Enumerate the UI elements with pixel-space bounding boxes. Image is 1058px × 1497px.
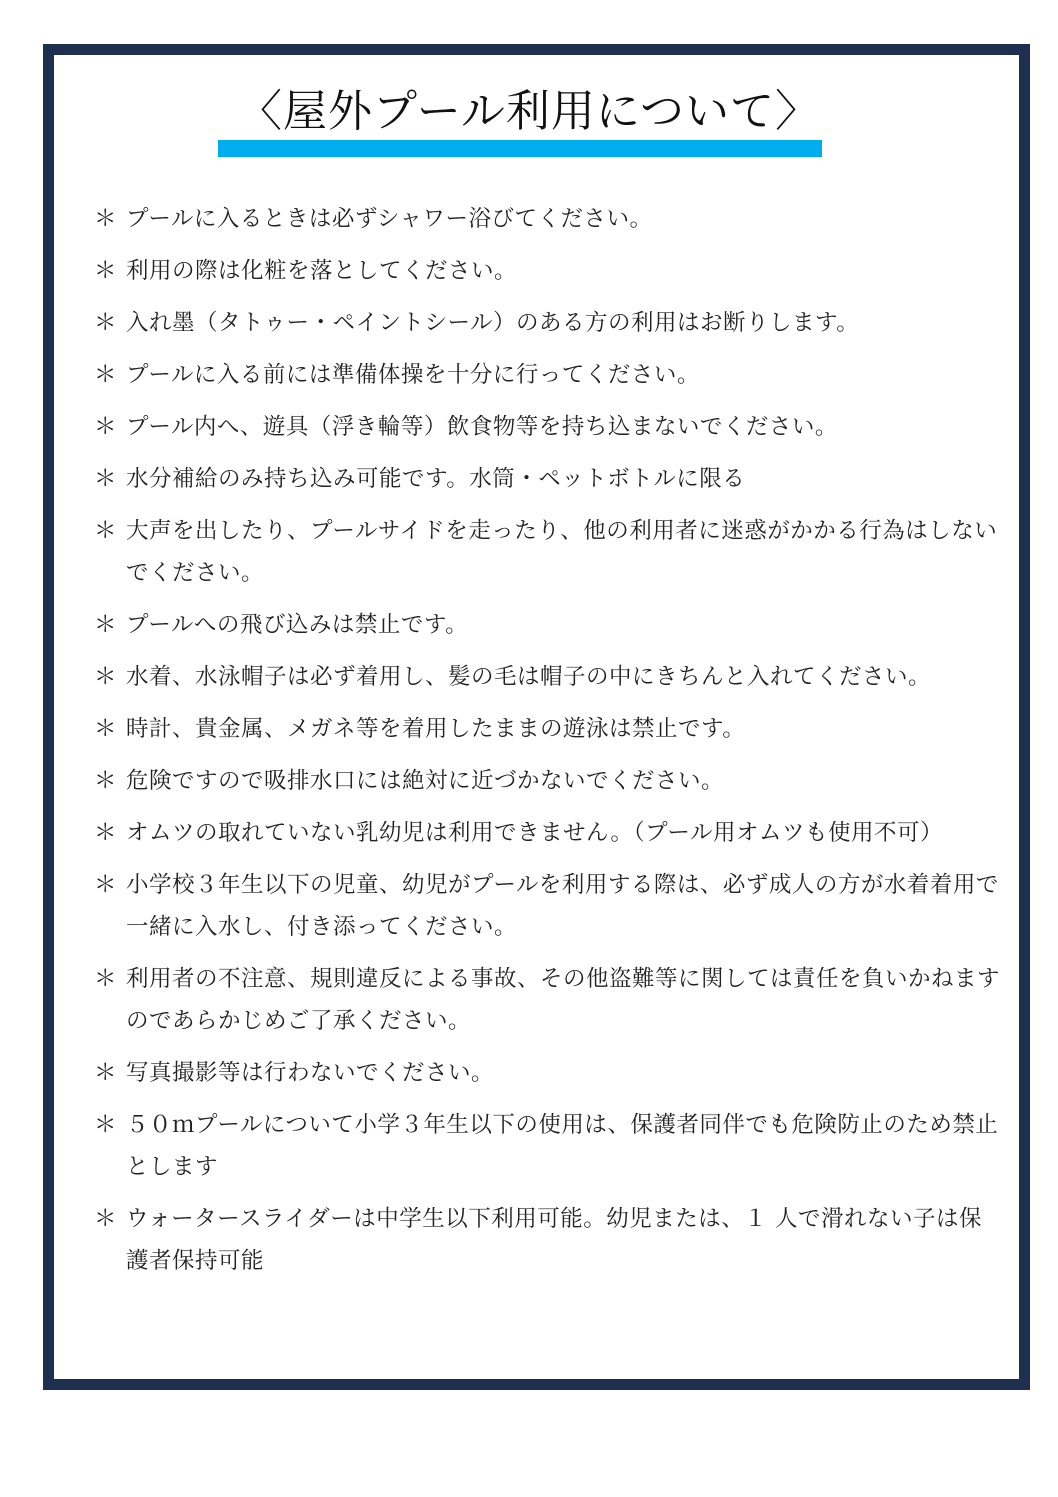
bullet-mark: ＊	[94, 768, 118, 794]
list-item	[90, 1198, 1002, 1282]
list-item	[90, 354, 1002, 396]
rule-text: 時計、貴金属、メガネ等を着用したままの遊泳は禁止です。	[126, 716, 746, 742]
list-item	[90, 302, 1002, 344]
rule-text: プールに入るときは必ずシャワー浴びてください。	[126, 206, 653, 232]
list-item	[90, 510, 1002, 594]
bullet-mark: ＊	[94, 966, 118, 992]
list-item	[90, 1052, 1002, 1094]
rule-text: プール内へ、遊具（浮き輪等）飲食物等を持ち込まないでください。	[126, 414, 838, 440]
list-item	[90, 864, 1002, 948]
rule-text: 入れ墨（タトゥー・ペイントシール）のある方の利用はお断りします。	[126, 310, 860, 336]
bullet-mark: ＊	[94, 258, 118, 284]
list-item	[90, 198, 1002, 240]
rule-text: 利用者の不注意、規則違反による事故、その他盗難等に関しては責任を負いかねますのであらかじめご了承ください。	[126, 966, 1001, 1034]
rule-text: 大声を出したり、プールサイドを走ったり、他の利用者に迷惑がかかる行為はしないでください。	[126, 518, 998, 586]
list-item	[90, 250, 1002, 292]
list-item	[90, 656, 1002, 698]
list-item	[90, 604, 1002, 646]
page-title: 〈屋外プール利用について〉	[238, 86, 820, 137]
bullet-mark: ＊	[94, 206, 118, 232]
bullet-mark: ＊	[94, 1112, 118, 1138]
bullet-mark: ＊	[94, 872, 118, 898]
rule-text: プールへの飛び込みは禁止です。	[126, 612, 469, 638]
rule-text: 小学校３年生以下の児童、幼児がプールを利用する際は、必ず成人の方が水着着用で一緒に入水し、付き添ってください。	[126, 872, 999, 940]
rule-text: 危険ですので吸排水口には絶対に近づかないでください。	[126, 768, 725, 794]
rule-text: 水着、水泳帽子は必ず着用し、髪の毛は帽子の中にきちんと入れてください。	[126, 664, 932, 690]
bullet-mark: ＊	[94, 664, 118, 690]
list-item	[90, 760, 1002, 802]
bullet-mark: ＊	[94, 466, 118, 492]
bullet-mark: ＊	[94, 1060, 118, 1086]
list-item	[90, 458, 1002, 500]
list-item	[90, 812, 1002, 854]
rule-text: プールに入る前には準備体操を十分に行ってください。	[126, 362, 700, 388]
bullet-mark: ＊	[94, 518, 118, 544]
list-item	[90, 708, 1002, 750]
title-underline	[218, 140, 822, 157]
rule-text: 写真撮影等は行わないでください。	[126, 1060, 495, 1086]
bullet-mark: ＊	[94, 414, 118, 440]
rule-text: 利用の際は化粧を落としてください。	[126, 258, 518, 284]
rule-text: ウォータースライダーは中学生以下利用可能。幼児または、１ 人で滑れない子は保護者保持可能	[126, 1206, 982, 1274]
rules-list	[90, 198, 1002, 1292]
bullet-mark: ＊	[94, 362, 118, 388]
rule-text: ５０ｍプールについて小学３年生以下の使用は、保護者同伴でも危険防止のため禁止とします	[126, 1112, 999, 1180]
bullet-mark: ＊	[94, 820, 118, 846]
rule-text: 水分補給のみ持ち込み可能です。水筒・ペットボトルに限る	[126, 466, 746, 492]
bullet-mark: ＊	[94, 310, 118, 336]
bullet-mark: ＊	[94, 612, 118, 638]
list-item	[90, 1104, 1002, 1188]
list-item	[90, 958, 1002, 1042]
rule-text: オムツの取れていない乳幼児は利用できません。（プール用オムツも使用不可）	[126, 820, 943, 846]
bullet-mark: ＊	[94, 1206, 118, 1232]
list-item	[90, 406, 1002, 448]
bullet-mark: ＊	[94, 716, 118, 742]
